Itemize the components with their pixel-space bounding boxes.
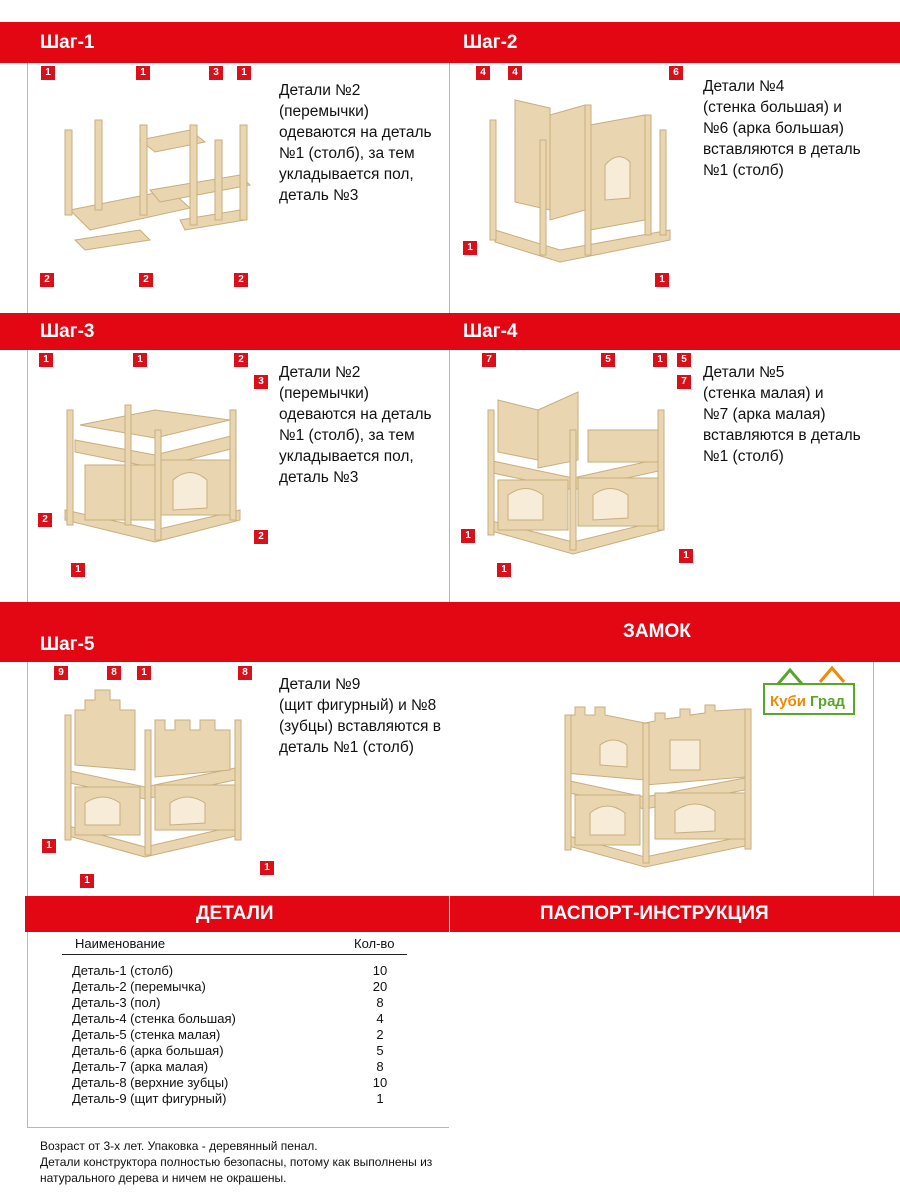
callout-badge: 1 [653, 353, 667, 367]
text-line: Детали №4 [703, 78, 785, 95]
callout-badge: 6 [669, 66, 683, 80]
table-row [72, 1075, 422, 1091]
castle-title: ЗАМОК [623, 621, 691, 642]
step-3-illustration [55, 370, 255, 550]
callout-badge: 1 [136, 66, 150, 80]
text-line: (зубцы) вставляются в [279, 718, 441, 735]
callout-badge: 9 [54, 666, 68, 680]
text-line: Детали №2 [279, 364, 361, 381]
table-row [72, 1091, 422, 1107]
band-row-1 [0, 22, 900, 63]
callout-badge: 2 [139, 273, 153, 287]
part-name: Деталь-2 (перемычка) [72, 979, 206, 994]
divider [27, 63, 28, 313]
text-line: (стенка малая) и [703, 385, 824, 402]
table-row [72, 1027, 422, 1043]
text-line: вставляются в деталь [703, 141, 861, 158]
text-line: (перемычки) [279, 103, 369, 120]
callout-badge: 7 [677, 375, 691, 389]
step-4-illustration [478, 370, 678, 560]
text-line: №7 (арка малая) [703, 406, 826, 423]
text-line: №1 (столб), за тем [279, 427, 415, 444]
text-line: деталь №1 (столб) [279, 739, 414, 756]
step-2-text [703, 76, 861, 181]
callout-badge: 1 [655, 273, 669, 287]
svg-text:Град: Град [810, 693, 845, 710]
table-header-rule [62, 954, 407, 955]
part-name: Деталь-3 (пол) [72, 995, 161, 1010]
callout-badge: 1 [71, 563, 85, 577]
callout-badge: 3 [209, 66, 223, 80]
part-qty: 10 [372, 1075, 388, 1090]
step-1-illustration [40, 70, 260, 290]
divider [27, 932, 28, 1127]
part-qty: 5 [376, 1043, 384, 1058]
part-name: Деталь-7 (арка малая) [72, 1059, 209, 1074]
callout-badge: 1 [679, 549, 693, 563]
step-3-text [279, 362, 432, 488]
callout-badge: 1 [39, 353, 53, 367]
passport-title: ПАСПОРТ-ИНСТРУКЦИЯ [540, 903, 769, 924]
callout-badge: 1 [80, 874, 94, 888]
part-name: Деталь-1 (столб) [72, 963, 174, 978]
divider [449, 350, 450, 602]
callout-badge: 8 [238, 666, 252, 680]
table-row [72, 979, 422, 995]
footer-line: Детали конструктора полностью безопасны, потому как выполнены из [40, 1155, 433, 1169]
divider [27, 350, 28, 602]
callout-badge: 1 [237, 66, 251, 80]
callout-badge: 5 [601, 353, 615, 367]
table-row [72, 1043, 422, 1059]
text-line: укладывается пол, [279, 448, 414, 465]
part-qty: 8 [376, 995, 384, 1010]
part-qty: 8 [376, 1059, 384, 1074]
text-line: деталь №3 [279, 469, 359, 486]
part-qty: 10 [372, 963, 388, 978]
callout-badge: 8 [107, 666, 121, 680]
kubigrad-logo [760, 664, 860, 720]
callout-badge: 2 [234, 273, 248, 287]
step-5-illustration [55, 685, 255, 865]
part-name: Деталь-8 (верхние зубцы) [72, 1075, 229, 1090]
text-line: Детали №2 [279, 82, 361, 99]
footer-line: натурального дерева и ничем не окрашены. [40, 1171, 287, 1185]
text-line: (перемычки) [279, 385, 369, 402]
callout-badge: 1 [41, 66, 55, 80]
table-row [72, 963, 422, 979]
part-name: Деталь-6 (арка большая) [72, 1043, 224, 1058]
part-name: Деталь-4 (стенка большая) [72, 1011, 236, 1026]
callout-badge: 1 [133, 353, 147, 367]
divider [873, 662, 874, 896]
callout-badge: 4 [508, 66, 522, 80]
table-row [72, 1059, 422, 1075]
callout-badge: 7 [482, 353, 496, 367]
callout-badge: 2 [38, 513, 52, 527]
text-line: №6 (арка большая) [703, 120, 844, 137]
text-line: вставляются в деталь [703, 427, 861, 444]
table-row [72, 995, 422, 1011]
callout-badge: 1 [260, 861, 274, 875]
callout-badge: 3 [254, 375, 268, 389]
callout-badge: 5 [677, 353, 691, 367]
callout-badge: 2 [234, 353, 248, 367]
part-qty: 20 [372, 979, 388, 994]
svg-text:Куби: Куби [770, 693, 806, 710]
divider [449, 63, 450, 313]
part-qty: 1 [376, 1091, 384, 1106]
footer-note [40, 1138, 460, 1186]
text-line: Детали №5 [703, 364, 785, 381]
divider [27, 662, 28, 896]
part-name: Деталь-5 (стенка малая) [72, 1027, 221, 1042]
castle-illustration [545, 695, 765, 875]
callout-badge: 1 [461, 529, 475, 543]
footer-line: Возраст от 3-х лет. Упаковка - деревянный пенал. [40, 1139, 318, 1153]
callout-badge: 1 [42, 839, 56, 853]
text-line: №1 (столб) [703, 162, 784, 179]
text-line: №1 (столб), за тем [279, 145, 415, 162]
text-line: №1 (столб) [703, 448, 784, 465]
part-qty: 2 [376, 1027, 384, 1042]
band-row-4 [25, 896, 900, 932]
callout-badge: 1 [497, 563, 511, 577]
step-5-text [279, 674, 441, 758]
text-line: одеваются на деталь [279, 124, 432, 141]
step-2-title: Шаг-2 [463, 32, 518, 53]
callout-badge: 2 [40, 273, 54, 287]
text-line: деталь №3 [279, 187, 359, 204]
step-4-text [703, 362, 861, 467]
step-4-title: Шаг-4 [463, 321, 518, 342]
callout-badge: 1 [137, 666, 151, 680]
table-header-name: Наименование [75, 936, 166, 951]
step-1-text [279, 80, 432, 206]
step-1-title: Шаг-1 [40, 32, 95, 53]
parts-title: ДЕТАЛИ [196, 903, 274, 924]
divider [449, 896, 450, 942]
table-row [72, 1011, 422, 1027]
callout-badge: 2 [254, 530, 268, 544]
step-5-title: Шаг-5 [40, 634, 95, 655]
text-line: (щит фигурный) и №8 [279, 697, 437, 714]
divider [27, 1127, 449, 1128]
step-3-title: Шаг-3 [40, 321, 95, 342]
callout-badge: 1 [463, 241, 477, 255]
part-qty: 4 [376, 1011, 384, 1026]
band-row-2 [0, 313, 900, 350]
band-row-3 [0, 602, 900, 662]
callout-badge: 4 [476, 66, 490, 80]
text-line: Детали №9 [279, 676, 361, 693]
table-header-qty: Кол-во [354, 936, 395, 951]
part-name: Деталь-9 (щит фигурный) [72, 1091, 227, 1106]
text-line: одеваются на деталь [279, 406, 432, 423]
step-2-illustration [480, 80, 690, 280]
text-line: укладывается пол, [279, 166, 414, 183]
text-line: (стенка большая) и [703, 99, 842, 116]
